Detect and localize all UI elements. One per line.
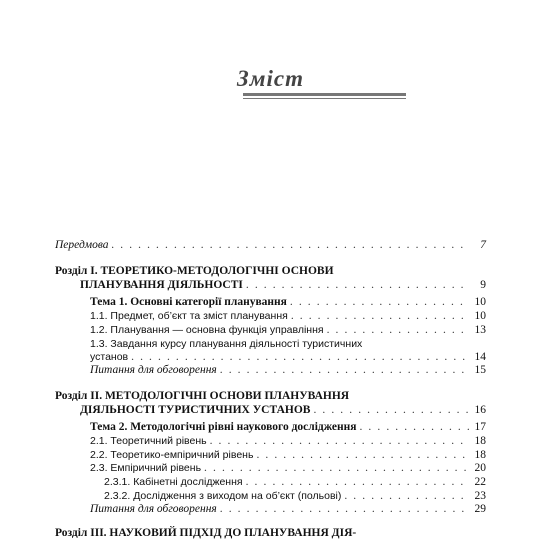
toc-entry-label: Питання для обговорення (90, 364, 217, 376)
toc-item-2-3-1[interactable] (104, 476, 486, 489)
toc-section-2[interactable] (80, 404, 486, 417)
toc-entry-page: 9 (480, 279, 486, 291)
toc-entry-page: 10 (474, 310, 486, 322)
toc-item-1-2[interactable] (90, 324, 486, 337)
toc-entry-label: 2.2. Теоретико-емпіричний рівень (90, 449, 254, 461)
toc-leader-dots (210, 435, 469, 448)
toc-entry-label: Тема 2. Методологічні рівні наукового дослідження (90, 421, 357, 433)
toc-item-1-3-line1: 1.3. Завдання курсу планування діяльності туристичних (90, 338, 363, 350)
toc-discussion-2[interactable] (90, 503, 486, 516)
toc-entry-page: 18 (474, 435, 486, 447)
toc-section-2-title-line1: Розділ ІІ. МЕТОДОЛОГІЧНІ ОСНОВИ ПЛАНУВАННЯ (55, 390, 350, 402)
toc-leader-dots (359, 421, 469, 434)
toc-leader-dots (344, 490, 469, 503)
toc-discussion-1[interactable] (90, 364, 486, 377)
toc-entry-label: Питання для обговорення (90, 503, 217, 515)
toc-entry-page: 10 (474, 296, 486, 308)
toc-entry-page: 18 (474, 449, 486, 461)
toc-leader-dots (220, 503, 469, 516)
toc-leader-dots (313, 404, 469, 417)
toc-leader-dots (327, 324, 469, 337)
toc-section-1-title-line1: Розділ І. ТЕОРЕТИКО-МЕТОДОЛОГІЧНІ ОСНОВИ (55, 265, 334, 277)
toc-entry-label: 2.3.1. Кабінетні дослідження (104, 476, 243, 488)
toc-entry-page: 16 (474, 404, 486, 416)
toc-item-2-3-2[interactable] (104, 490, 486, 503)
toc-entry-label: Тема 1. Основні категорії планування (90, 296, 287, 308)
page-title: Зміст (237, 66, 304, 91)
toc-leader-dots (220, 364, 469, 377)
toc-item-2-1[interactable] (90, 435, 486, 448)
toc-leader-dots (256, 449, 469, 462)
toc-leader-dots (290, 296, 469, 309)
toc-entry-page: 22 (474, 476, 486, 488)
toc-entry-label: установ (90, 351, 129, 363)
toc-entry-label: ПЛАНУВАННЯ ДІЯЛЬНОСТІ (80, 279, 243, 291)
toc-entry-label: 2.1. Теоретичний рівень (90, 435, 207, 447)
toc-entry-page: 13 (474, 324, 486, 336)
toc-section-1[interactable] (80, 279, 486, 292)
toc-entry-page: 29 (474, 503, 486, 515)
toc-item-1-3[interactable] (90, 351, 486, 364)
toc-entry-page: 23 (474, 490, 486, 502)
toc-entry-label: 1.1. Предмет, об’єкт та зміст планування (90, 310, 288, 322)
toc-entry-preface[interactable] (55, 239, 486, 252)
toc-entry-page: 7 (480, 239, 486, 251)
toc-entry-label: 2.3.2. Дослідження з виходом на об’єкт (польові) (104, 490, 342, 502)
toc-leader-dots (246, 279, 469, 292)
toc-entry-label: Передмова (55, 239, 109, 251)
toc-item-2-2[interactable] (90, 449, 486, 462)
toc-leader-dots (291, 310, 469, 323)
toc-item-1-1[interactable] (90, 310, 486, 323)
toc-leader-dots (131, 351, 469, 364)
toc-entry-page: 17 (474, 421, 486, 433)
toc-entry-label: ДІЯЛЬНОСТІ ТУРИСТИЧНИХ УСТАНОВ (80, 404, 311, 416)
toc-item-2-3[interactable] (90, 462, 486, 475)
toc-section-3-title-line1: Розділ ІІІ. НАУКОВИЙ ПІДХІД ДО ПЛАНУВАННЯ ДІЯ- (55, 527, 357, 539)
toc-entry-page: 14 (474, 351, 486, 363)
toc-leader-dots (112, 239, 469, 252)
toc-topic-1[interactable] (90, 296, 486, 309)
toc-entry-page: 20 (474, 462, 486, 474)
toc-entry-label: 1.2. Планування — основна функція управління (90, 324, 324, 336)
toc-leader-dots (246, 476, 469, 489)
toc-topic-2[interactable] (90, 421, 486, 434)
toc-entry-label: 2.3. Емпіричний рівень (90, 462, 202, 474)
toc-entry-page: 15 (474, 364, 486, 376)
toc-leader-dots (204, 462, 469, 475)
